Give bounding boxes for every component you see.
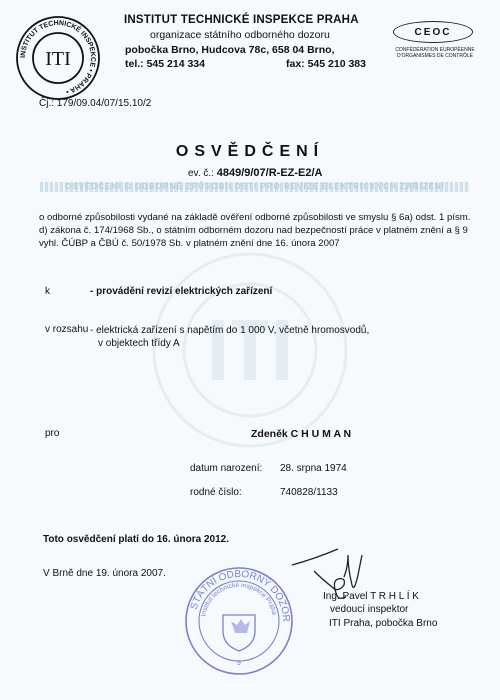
- ceoc-badge: CEOC: [393, 21, 473, 43]
- scope-line-1: - elektrická zařízení s napětím do 1 000 V, včetně hromosvodů,: [90, 325, 370, 336]
- stamp-inner-text: Institut technické inspekce Praha: [200, 581, 278, 618]
- birth-number-value: 740828/1133: [280, 487, 338, 498]
- birth-date-label: datum narození:: [190, 463, 263, 474]
- place-and-date: V Brně dne 19. února 2007.: [43, 568, 166, 579]
- fax-number: fax: 545 210 383: [286, 58, 366, 70]
- scope-label: v rozsahu: [45, 324, 89, 335]
- legal-paragraph: o odborné způsobilosti vydané na základě ověření odborné způsobilosti ve smyslu § 6a) odst. 1 písm. d) zákona č. 174/1968 Sb., o státním odborném dozoru nad bezpečností práce v platném znění a § 9 vyhl. ČÚBP a ČBÚ č. 50/1978 Sb. v platném znění dne 16. února 2007: [39, 212, 471, 249]
- logo-ring-text: INSTITUT TECHNICKÉ INSPEKCE • PRAHA •: [19, 19, 97, 95]
- certificate-title: OSVĚDČENÍ: [175, 143, 325, 160]
- birth-date-value: 28. srpna 1974: [280, 463, 347, 474]
- evidence-value: 4849/9/07/R-EZ-E2/A: [216, 167, 323, 179]
- qualification-activity: - provádění revizí elektrických zařízení: [90, 286, 273, 297]
- official-stamp-icon: [183, 565, 295, 677]
- signatory-name: Ing. Pavel T R H L Í K: [323, 591, 419, 602]
- signatory-role: vedoucí inspektor: [330, 604, 409, 615]
- logo-text: ITI: [45, 48, 71, 70]
- signatory-organization: ITI Praha, pobočka Brno: [329, 618, 438, 629]
- security-band-text: OSVĚDČENÍ O ODBORNÉ ZPŮSOBILOSTI PRO REVIZE ELEKTRICKÝCH ZAŘÍZENÍ: [65, 182, 445, 191]
- branch-address: pobočka Brno, Hudcova 78c, 658 04 Brno,: [125, 44, 335, 56]
- institute-name: INSTITUT TECHNICKÉ INSPEKCE PRAHA: [124, 14, 359, 26]
- iti-logo-icon: [15, 15, 101, 101]
- k-label: k: [45, 286, 50, 297]
- scope-value: [90, 324, 369, 350]
- for-label: pro: [45, 428, 60, 439]
- reference-number: Čj.: 179/09.04/07/15.10/2: [39, 98, 152, 109]
- ceoc-caption-line-1: CONFÉDÉRATION EUROPÉENNE: [395, 47, 475, 53]
- organization-line: organizace státního odborného dozoru: [150, 29, 330, 41]
- birth-number-label: rodné číslo:: [190, 487, 242, 498]
- ceoc-caption: [392, 47, 478, 59]
- holder-name: Zdeněk C H U M A N: [251, 428, 352, 440]
- scope-line-2: v objektech třídy A: [98, 338, 180, 349]
- stamp-number: 9: [237, 660, 241, 667]
- phone-number: tel.: 545 214 334: [125, 58, 205, 70]
- watermark-logo-icon: [150, 250, 350, 450]
- evidence-prefix: ev. č.:: [188, 168, 214, 179]
- ceoc-caption-line-2: D'ORGANISMES DE CONTRÔLE: [397, 53, 473, 59]
- security-band: [40, 182, 470, 192]
- validity-statement: Toto osvědčení platí do 16. února 2012.: [43, 534, 229, 545]
- evidence-number: [188, 167, 323, 179]
- stamp-outer-text: STÁTNÍ ODBORNÝ DOZOR: [188, 568, 292, 623]
